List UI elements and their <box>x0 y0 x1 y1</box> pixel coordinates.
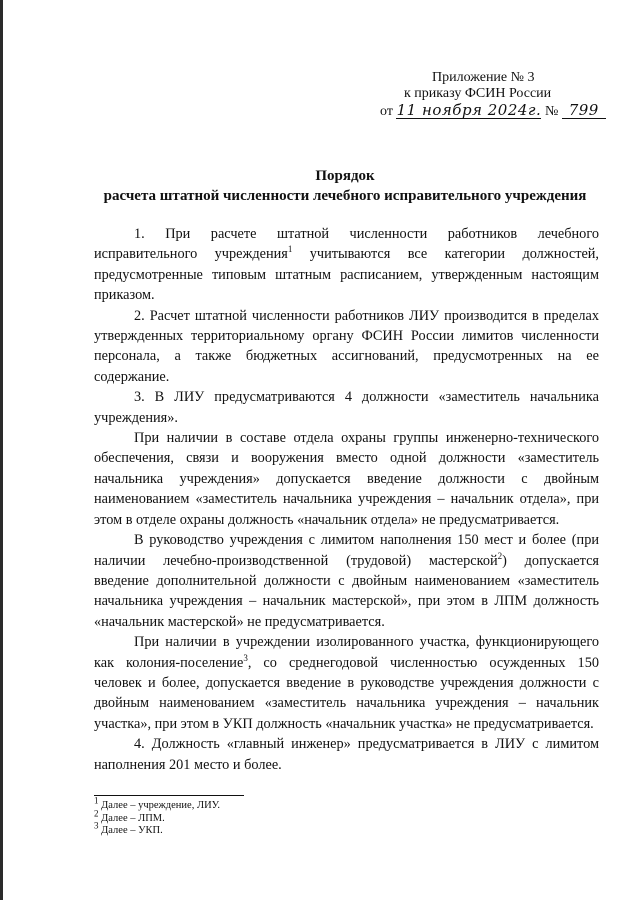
footnotes <box>94 795 220 838</box>
paragraph-text: ) допускается введение дополнительной должности с двойным наименованием «заместитель начальника учреждения – начальник мастерской», при этом в ЛПМ должность «начальник мастерской» не предусматривается. <box>94 552 599 630</box>
annex-title: Приложение № 3 <box>432 70 535 85</box>
paragraph-text: При наличии в составе отдела охраны группы инженерно-технического обеспечения, связи и вооружения вместо одной должности «заместитель начальника учреждения» допускается введение должности с двойным наименованием «заместитель начальника учреждения – начальник отдела», при этом в отделе охраны должность «начальник отдела» не предусматривается. <box>94 430 599 528</box>
footnote-text: Далее – учреждение, ЛИУ. <box>98 800 220 811</box>
handwritten-number: 799 <box>562 102 606 119</box>
footnote-ref-1: 1 <box>287 244 293 255</box>
annex-date-line <box>380 102 620 120</box>
paragraph-text: При наличии в учреждении изолированного участка, функционирующего как колония-поселение <box>94 634 599 671</box>
paragraph-7 <box>94 734 599 775</box>
number-prefix: № <box>544 104 559 119</box>
handwritten-date: 11 ноября 2024г. <box>396 101 542 119</box>
date-prefix: от <box>380 104 393 119</box>
paragraph-4 <box>94 428 599 530</box>
footnote-text: Далее – ЛПМ. <box>98 812 165 824</box>
footnote-ref-3: 3 <box>243 652 248 663</box>
paragraph-text: учитываются все категории должностей, предусмотренные типовым штатным расписанием, утвержденным настоящим приказом. <box>94 246 600 304</box>
paragraph-2 <box>94 306 599 388</box>
paragraph-text: 2. Расчет штатной численности работников ЛИУ производится в пределах утвержденных территориальному органу ФСИН России лимитов численности персонала, а также бюджетных ассигнований, предусмотренных на ее содержание. <box>94 307 599 385</box>
footnote-1 <box>94 795 220 813</box>
paragraph-text: 4. Должность «главный инженер» предусматривается в ЛИУ с лимитом наполнения 201 место и более. <box>94 736 599 773</box>
footnote-number: 2 <box>94 808 99 818</box>
document-title <box>80 166 610 206</box>
paragraph-text: В руководство учреждения с лимитом наполнения 150 мест и более (при наличии лечебно-производственной (трудовой) мастерской <box>94 532 599 569</box>
annex-header <box>380 70 620 120</box>
title-line-2: расчета штатной численности лечебного исправительного учреждения <box>103 188 587 204</box>
paragraph-text: , со среднегодовой численностью осужденных 150 человек и более, допускается введение в руководстве учреждения должности с двойным наименованием «заместитель начальника учреждения – начальник участка», при этом в УКП должность «начальник участка» не предусматривается. <box>94 654 599 732</box>
paragraph-text: 1. При расчете штатной численности работников лечебного исправительного учреждения <box>94 226 599 263</box>
title-line-1: Порядок <box>315 168 375 184</box>
annex-order-ref: к приказу ФСИН России <box>404 86 552 101</box>
document-body <box>94 224 599 775</box>
paragraph-5 <box>94 530 599 632</box>
footnote-text: Далее – УКП. <box>98 825 163 836</box>
paragraph-3 <box>94 387 599 428</box>
footnote-2 <box>94 808 220 826</box>
footnote-number: 1 <box>94 795 99 806</box>
scan-edge <box>0 0 3 900</box>
footnote-3 <box>94 820 220 838</box>
footnote-number: 3 <box>94 820 99 831</box>
footnote-ref-2: 2 <box>497 550 503 561</box>
paragraph-text: 3. В ЛИУ предусматриваются 4 должности «заместитель начальника учреждения». <box>94 389 599 426</box>
paragraph-6 <box>94 632 599 734</box>
paragraph-1 <box>94 224 599 306</box>
footnote-divider <box>94 795 244 796</box>
